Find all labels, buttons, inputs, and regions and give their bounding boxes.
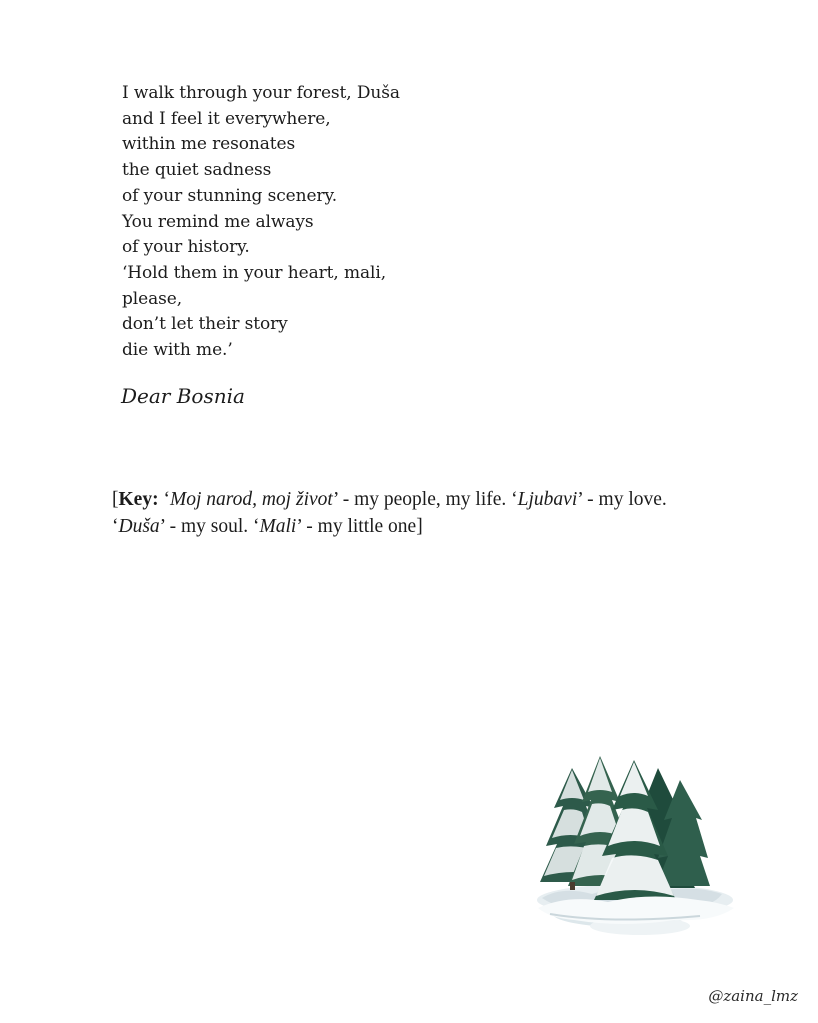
poem-line: die with me.’ xyxy=(122,340,233,361)
key-label: Key: xyxy=(118,489,159,510)
term-meaning: ’ - my soul. xyxy=(159,516,254,537)
poem-signature: Dear Bosnia xyxy=(121,384,245,408)
poem-line: of your history. xyxy=(122,237,250,258)
term-meaning: ’ - my people, my life. xyxy=(332,489,512,510)
term-word: Mali xyxy=(259,516,297,537)
author-handle: @zaina_lmz xyxy=(708,987,798,1005)
poem-line: within me resonates xyxy=(122,134,296,155)
poem-line: and I feel it everywhere, xyxy=(122,108,331,129)
term-word: Moj narod, moj život xyxy=(169,489,333,510)
poem-line: please, xyxy=(122,288,183,309)
term-open: ‘ xyxy=(158,489,170,510)
poem-line: of your stunning scenery. xyxy=(122,185,338,206)
term-open: ‘ xyxy=(112,516,119,537)
poem-line: I walk through your forest, Duša xyxy=(122,83,400,103)
poem-line: You remind me always xyxy=(122,211,314,232)
term-meaning: ’ - my little one xyxy=(296,516,417,537)
glossary-row-1 xyxy=(112,486,752,513)
open-bracket: [ xyxy=(112,489,119,510)
close-bracket: ] xyxy=(416,516,423,537)
snowy-pine-trees-icon xyxy=(530,748,740,948)
poem-line: don’t let their story xyxy=(122,314,288,335)
poem xyxy=(122,81,400,364)
term-meaning: ’ - my love. xyxy=(577,489,667,510)
glossary-row-2 xyxy=(112,513,752,540)
poem-line: ‘Hold them in your heart, mali, xyxy=(122,262,387,283)
term-word: Duša xyxy=(118,516,160,537)
glossary-key xyxy=(112,486,752,540)
poem-line: the quiet sadness xyxy=(122,160,272,181)
term-open: ‘ xyxy=(511,489,518,510)
term-word: Ljubavi xyxy=(517,489,578,510)
term-open: ‘ xyxy=(253,516,260,537)
